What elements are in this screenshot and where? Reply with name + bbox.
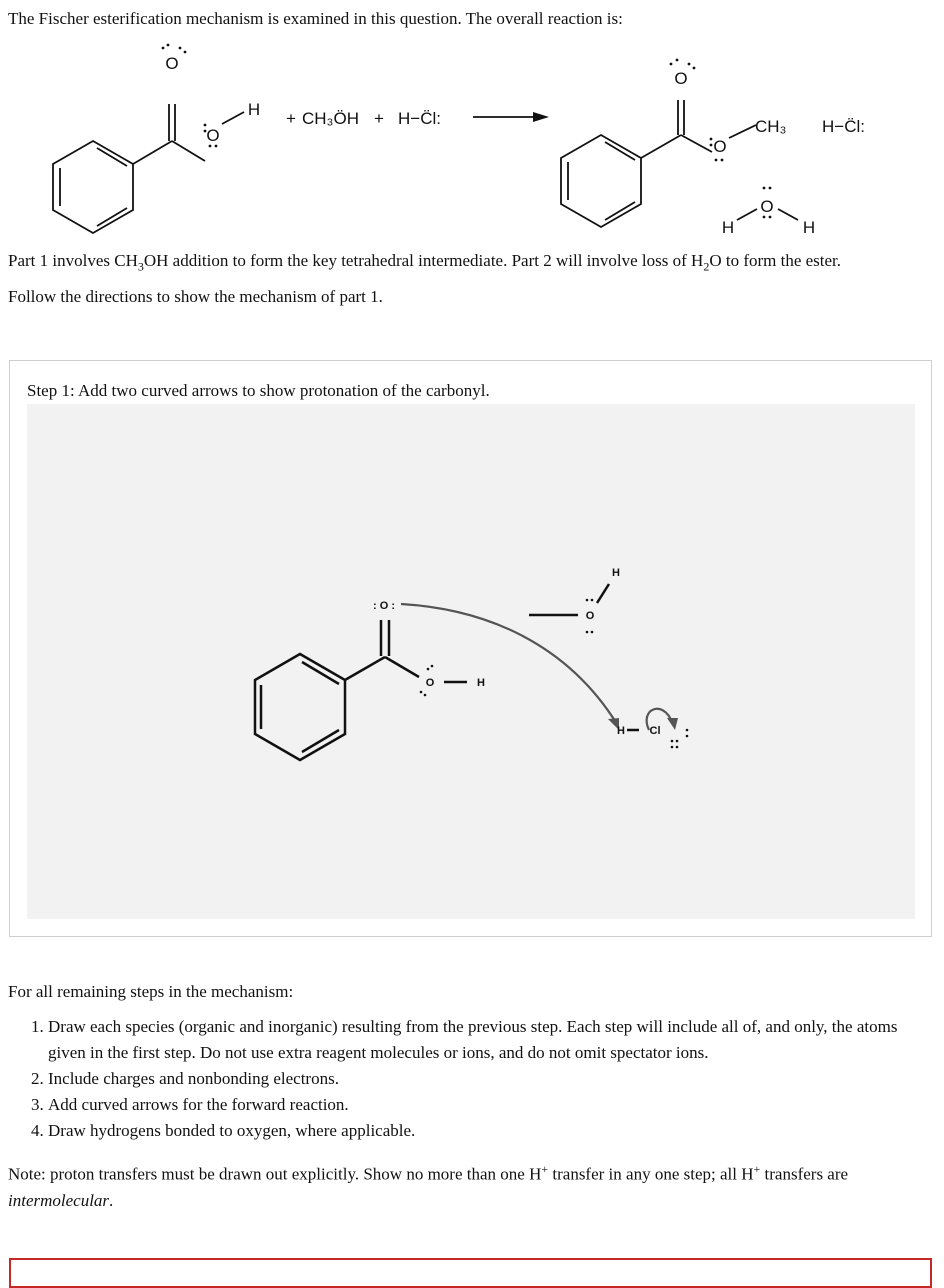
hcl-label: H−C̈l:: [398, 109, 441, 128]
follow-directions-text: Follow the directions to show the mechanism of part 1.: [8, 287, 383, 306]
note-b: transfer in any one step; all H: [548, 1164, 754, 1184]
product-ch3: CH₃: [755, 117, 787, 136]
instruction-item: 3. Add curved arrows for the forward reaction.: [48, 1092, 908, 1118]
note-a: Note: proton transfers must be drawn out explicitly. Show no more than one H: [8, 1164, 542, 1184]
note-text: [8, 1156, 888, 1214]
part-sub-3: 3: [137, 259, 144, 274]
remaining-steps-heading: For all remaining steps in the mechanism:: [8, 982, 294, 1001]
canvas-methanol-o: O: [585, 610, 595, 622]
product-carbonyl-o: O: [674, 69, 688, 88]
curved-arrow-1: [401, 604, 617, 724]
curved-arrows: [401, 604, 672, 730]
reaction-scheme: [0, 40, 944, 240]
canvas-carbonyl-o: : O :: [373, 600, 395, 612]
note-c: transfers are: [760, 1164, 849, 1184]
part-text-b: OH addition to form the key tetrahedral intermediate. Part 2 will involve loss of H: [143, 251, 704, 270]
plus-2: +: [374, 109, 384, 128]
reactant-h: H: [247, 100, 261, 119]
note-d: .: [109, 1190, 114, 1210]
canvas-hcl-cl: Cl: [649, 725, 661, 737]
water-h-right: H: [802, 218, 816, 237]
canvas-hydroxyl-o: O: [425, 677, 435, 689]
part-sub-2: 2: [703, 259, 710, 274]
instruction-item: 1. Draw each species (organic and inorganic) resulting from the previous step. Each step will include all of, and only, the atoms given in the first step. Do not use extra reagent molecules or ions, and do not omit spectator ions.: [48, 1014, 908, 1066]
plus-1: +: [286, 109, 296, 128]
note-emphasis: intermolecular: [8, 1190, 110, 1210]
part-text-a: Part 1 involves CH: [8, 251, 138, 270]
canvas-molecules: [27, 404, 915, 919]
instruction-item: 2. Include charges and nonbonding electrons.: [48, 1066, 908, 1092]
note-sup-1: +: [541, 1162, 549, 1176]
canvas-hydroxyl-h: H: [477, 677, 485, 689]
canvas-hcl-h: H: [617, 725, 625, 737]
part-text-c: O to form the ester.: [709, 251, 842, 270]
water-h-left: H: [721, 218, 735, 237]
step1-instruction: Step 1: Add two curved arrows to show protonation of the carbonyl.: [27, 381, 490, 400]
instructions-list: [8, 1014, 908, 1144]
answer-panel[interactable]: [9, 1258, 932, 1288]
intro-text: The Fischer esterification mechanism is examined in this question. The overall reaction is:: [8, 9, 623, 28]
note-sup-2: +: [753, 1162, 761, 1176]
benzene-ring: [255, 654, 345, 760]
drawing-canvas[interactable]: [27, 404, 915, 919]
instruction-item: 4. Draw hydrogens bonded to oxygen, where applicable.: [48, 1118, 908, 1144]
reactant-hydroxyl-o: O: [206, 126, 220, 145]
reactant-carbonyl-o: O: [165, 54, 179, 73]
product-ester-o: O: [713, 137, 727, 156]
canvas-methanol-h: H: [612, 567, 620, 579]
water-o: O: [760, 197, 774, 216]
product-hcl: H−C̈l:: [822, 117, 865, 136]
methanol-label: CH₃ÖH: [302, 109, 359, 128]
part-description: [8, 250, 841, 277]
